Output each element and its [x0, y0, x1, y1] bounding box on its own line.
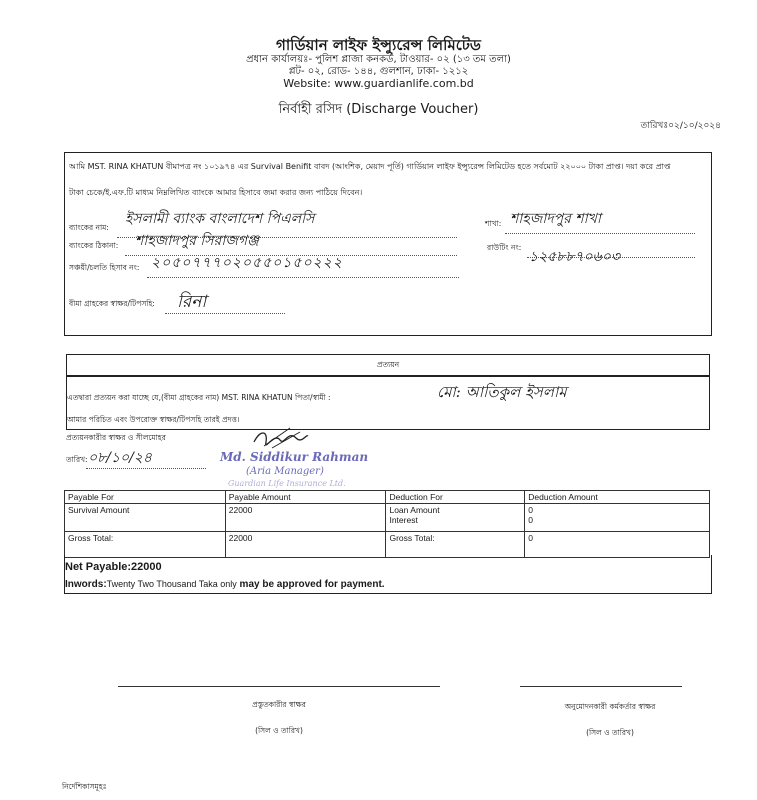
father-name-value: মো: আতিকুল ইসলাম	[437, 383, 567, 401]
inwords-value: Twenty Two Thousand Taka only	[106, 579, 237, 589]
routing-value: ১২৫৮৮৭০৬০৩	[529, 249, 620, 265]
voucher-date: তারিখঃ০২/১০/২০২৪	[640, 121, 721, 131]
certification-date-label: তারিখ:	[66, 455, 88, 464]
bank-address-label: ব্যাংকের ঠিকানা:	[69, 241, 119, 250]
gross-total-label-2: Gross Total:	[386, 532, 525, 558]
claim-statement-line1: আমি MST. RINA KHATUN বীমাপত্র নং ১০১৯৭৪ এর Survival Benifit বাবদ (আংশিক, মেয়াদ পূর্তি) গার্ডিয়ান লাইফ ইন্স্যুরেন্স লিমিটেড হতে সর্বমোট ২২০০০ টাকা প্রাপ্ত। দয়া করে প্রাপ্ত	[69, 162, 671, 171]
gross-total-deduction: 0	[525, 532, 710, 558]
net-payable: Net Payable:22000	[65, 561, 162, 573]
deduction-amounts	[525, 504, 710, 532]
deduction-loan: Loan Amount	[389, 505, 440, 515]
payable-amount: 22000	[225, 504, 386, 532]
table-row	[65, 504, 710, 532]
gross-total-label: Gross Total:	[65, 532, 226, 558]
street-address: প্লট- ০২, রোড- ১৪৪, গুলশান, ঢাকা- ১২১২	[288, 66, 469, 77]
stamp-company: Guardian Life Insurance Ltd.	[228, 479, 346, 488]
claim-statement-line2: টাকা চেকে/ই.এফ.টি মাধ্যম নিম্নলিখিত ব্যাংকে আমার হিসাবে জমা করার জন্য পাঠিয়ে দিবেন।	[69, 188, 363, 197]
table-total-row	[65, 532, 710, 558]
voucher-title: নির্বাহী রসিদ (Discharge Voucher)	[278, 102, 479, 117]
preparer-label: প্রস্তুতকারীর স্বাক্ষর	[252, 700, 306, 709]
stamp-name: Md. Siddikur Rahman	[220, 450, 369, 464]
bank-name-label: ব্যাংকের নাম:	[69, 223, 109, 232]
certification-title: প্রত্যয়ন	[376, 360, 400, 369]
certification-title-box	[66, 354, 710, 376]
routing-label: রাউটিং নং:	[487, 243, 522, 252]
net-payable-box	[64, 555, 712, 594]
approver-signature-line	[520, 686, 682, 687]
table-header-row	[65, 491, 710, 504]
approval-text: may be approved for payment.	[239, 579, 385, 590]
deduction-items	[386, 504, 525, 532]
inwords-row	[65, 579, 385, 590]
preparer-seal: (সিল ও তারিখ)	[255, 726, 303, 735]
branch-label: শাখা:	[485, 219, 502, 228]
header-payable-for: Payable For	[65, 491, 226, 504]
certification-body-box	[66, 376, 710, 430]
website: Website: www.guardianlife.com.bd	[283, 77, 474, 90]
bank-address-value: শাহজাদপুর সিরাজগঞ্জ	[135, 233, 259, 249]
payable-item: Survival Amount	[65, 504, 226, 532]
deduction-interest: Interest	[389, 515, 418, 525]
header-deduction-for: Deduction For	[386, 491, 525, 504]
branch-value: শাহজাদপুর শাখা	[510, 211, 601, 227]
approver-seal: (সিল ও তারিখ)	[586, 728, 634, 737]
payment-table	[64, 490, 710, 558]
account-value: ২০৫০৭৭৭০২০৫৫০১৫০২২২	[151, 255, 343, 271]
approver-label: অনুমোদনকারী কর্মকর্তার স্বাক্ষর	[564, 702, 656, 711]
certification-line2: আমার পরিচিত এবং উপরোক্ত স্বাক্ষর/টিপসহি তারই প্রদত্ত।	[67, 415, 240, 424]
preparer-signature-line	[118, 686, 440, 687]
certification-line1: এতদ্বারা প্রত্যয়ন করা যাচ্ছে যে,(বীমা গ্রাহকের নাম) MST. RINA KHATUN পিতা/স্বামী :	[67, 393, 331, 402]
certifier-label: প্রত্যয়নকারীর স্বাক্ষর ও সীলমোহর	[66, 433, 166, 442]
inwords-label: Inwords:	[65, 579, 107, 590]
header-payable-amount: Payable Amount	[225, 491, 386, 504]
account-label: সঞ্চয়ী/চলতি হিসাব নং:	[69, 263, 140, 272]
customer-signature: রিনা	[177, 292, 207, 312]
company-name: গার্ডিয়ান লাইফ ইন্স্যুরেন্স লিমিটেড	[276, 36, 481, 54]
stamp-role: (Aria Manager)	[246, 466, 324, 477]
customer-signature-label: বীমা গ্রাহকের স্বাক্ষর/টিপসহি:	[69, 299, 155, 308]
gross-total-payable: 22000	[225, 532, 386, 558]
bank-name-value: ইসলামী ব্যাংক বাংলাদেশ পিএলসি	[125, 211, 315, 227]
certification-date-value: ০৮/১০/২৪	[88, 450, 152, 466]
deduction-loan-amount: 0	[528, 505, 533, 515]
deduction-interest-amount: 0	[528, 515, 533, 525]
header-deduction-amount: Deduction Amount	[525, 491, 710, 504]
instructions-label: নির্দেশিকাসমূহঃ	[62, 782, 107, 791]
claim-box	[64, 152, 712, 336]
office-address: প্রধান কার্যালয়ঃ- পুলিশ প্লাজা কনকর্ড, টাওয়ার- ০২ (১৩ তম তলা)	[246, 54, 511, 65]
